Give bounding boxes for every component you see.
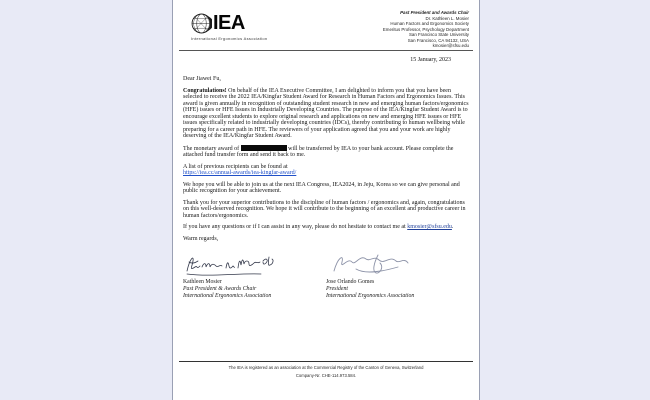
paragraph-contact: If you have any questions or if I can assist in any way, please do not hesitate to contact me at kmosier@sfsu.edu.	[183, 224, 454, 230]
iea-logo	[191, 13, 301, 41]
footer-registration: The IEA is registered as an association at the Commercial Registry of the Canton of Geneva, Switzerland	[228, 365, 424, 370]
sender-email: kmosier@sfsu.edu	[432, 43, 469, 48]
signature-jose-orlando-gomes	[326, 251, 469, 299]
iea-logo-tagline: International Ergonomics Association	[191, 36, 268, 41]
iea-logo-text: IEA	[213, 12, 245, 34]
signature-block	[183, 251, 469, 299]
email-link[interactable]: kmosier@sfsu.edu	[407, 224, 452, 230]
sender-role: Past President and Awards Chair	[400, 10, 469, 15]
footer	[173, 364, 479, 380]
paragraph-congress-invite: We hope you will be able to join us at the next IEA Congress, IEA2024, in Jeju, Korea so we can give personal and public recognition for your achievement.	[183, 181, 460, 194]
handwritten-signature-gomes-icon	[326, 251, 421, 277]
paragraph-monetary-award: The monetary award of will be transferred by IEA to your bank account. Please complete the attached fund transfer form and send it back to me.	[183, 145, 454, 158]
signer-org: International Ergonomics Association	[183, 292, 272, 299]
letter-date: 15 January, 2023	[410, 57, 451, 63]
signer-title: President	[326, 285, 349, 292]
letter-body	[183, 76, 469, 299]
letter-paper	[172, 0, 480, 400]
sender-position: Emeritus Professor, Psychology Department	[382, 26, 469, 32]
paragraph-previous-recipients: A list of previous recipients can be found at https://iea.cc/annual-awards/iea-kingfar-award/	[183, 163, 297, 176]
handwritten-signature-mosier-icon	[183, 251, 283, 277]
sender-society: Human Factors and Ergonomics Society	[390, 21, 469, 26]
signer-title: Past President & Awards Chair	[183, 285, 257, 292]
sender-address: San Francisco, CA 94132, USA	[407, 37, 469, 43]
closing: Warm regards,	[183, 235, 219, 242]
footer-divider	[179, 361, 473, 362]
sender-contact-block	[383, 10, 469, 49]
header-divider	[179, 50, 473, 51]
signer-name: Jose Orlando Gomes	[326, 279, 375, 285]
salutation: Dear Jiawei Fu,	[183, 76, 221, 82]
sender-name: Dr. Kathleen L. Mosier	[425, 15, 469, 21]
sender-university: San Francisco State University	[408, 32, 469, 37]
paragraph-thanks: Thank you for your superior contributions to the discipline of human factors / ergonomics and, again, congratulations on this well-deserved recognition. We hope it will contribute to the beginning of an excellent and productive career in human factors/ergonomics.	[183, 199, 466, 219]
paragraph-award-announcement: Congratulations! On behalf of the IEA Executive Committee, I am delighted to inform you that you have been selected to receive the 2022 IEA/Kingfar Student Award for Research in Human Factors and Ergonomics Issues. This award is given annually in recognition of outstanding student research in new and emerging human factors/ergonomics (HFE) issues or HFE Issues in Industrially Developing Countries. The purpose of the IEA/Kingfar Student Award is to encourage excellent students to explore original research and applications on new and emerging HFE issues or HFE issues specifically related to industrially developing countries (IDCs), thereby contributing to human wellbeing while preparing for a career path in HFE. The reviewers of your application agreed that you and your work are highly deserving of the IEA/Kingfar Student Award.	[183, 87, 469, 139]
recipients-link[interactable]: https://iea.cc/annual-awards/iea-kingfar-award/	[183, 170, 297, 176]
signer-org: International Ergonomics Association	[326, 292, 415, 299]
signer-name: Kathleen Mosier	[183, 279, 222, 285]
iea-globe-icon	[191, 13, 212, 34]
signature-kathleen-mosier	[183, 251, 326, 299]
redacted-amount	[241, 145, 287, 151]
footer-company-number: Company-Nr. CHE-114.973.584.	[295, 373, 357, 378]
congratulations-text: Congratulations!	[183, 87, 227, 94]
